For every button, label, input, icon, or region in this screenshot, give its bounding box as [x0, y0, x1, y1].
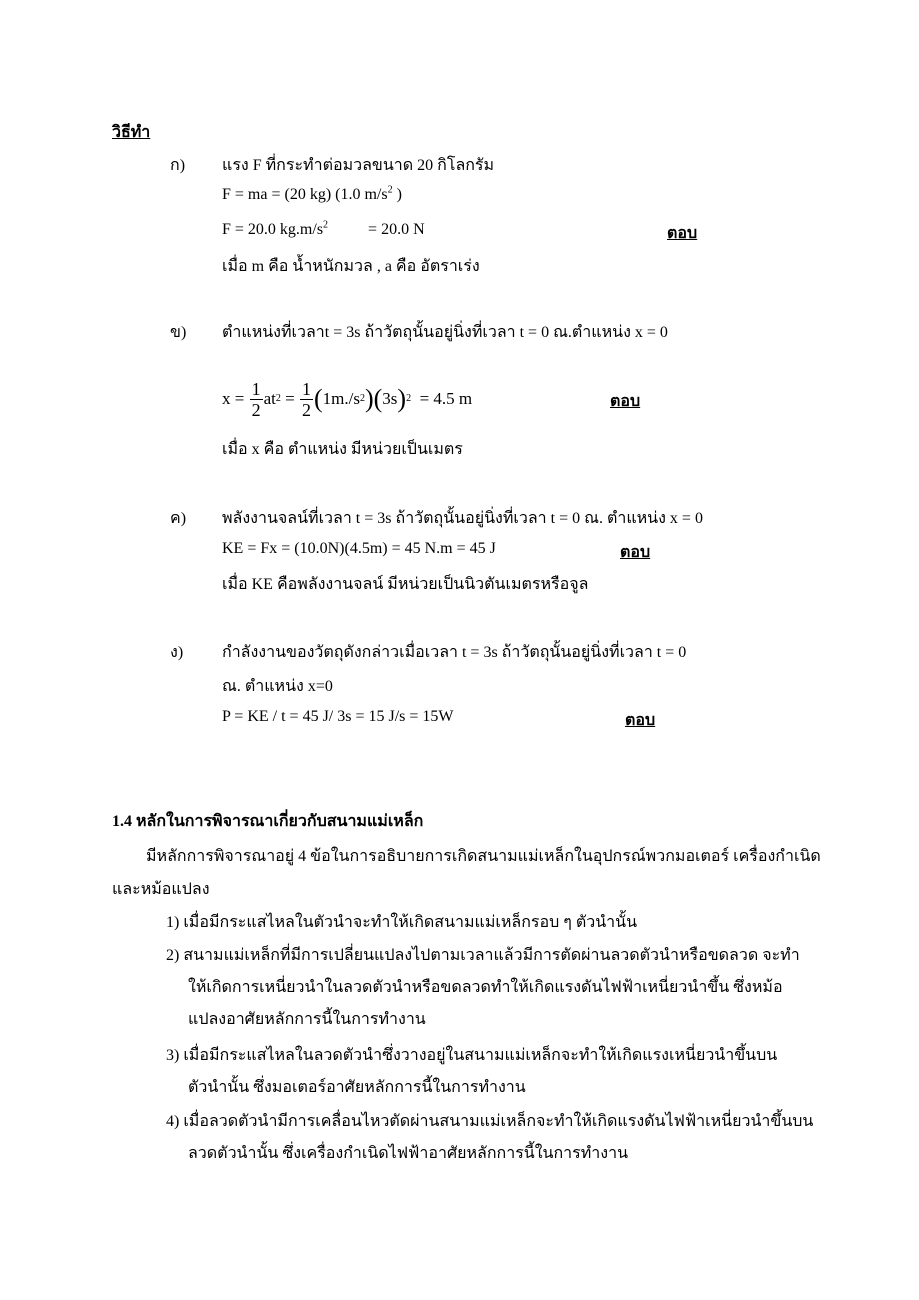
part-b-line1: ตำแหน่งที่เวลาt = 3s ถ้าวัตถุนั้นอยู่นิ่งที่เวลา t = 0 ณ.ตำแหน่ง x = 0 — [222, 324, 668, 341]
fraction-half-1: $\frac{1}{2}$ — [251, 378, 261, 420]
answer-label-c: ตอบ — [620, 544, 651, 561]
fraction-half-2: $\frac{1}{2}$ — [301, 378, 311, 420]
answer-label-b: ตอบ — [610, 393, 641, 410]
part-b-line3: เมื่อ x คือ ตำแหน่ง มีหน่วยเป็นเมตร — [222, 441, 463, 458]
part-c-line1: พลังงานจลน์ที่เวลา t = 3s ถ้าวัตถุนั้นอยู่นิ่งที่เวลา t = 0 ณ. ตำแหน่ง x = 0 — [222, 510, 703, 527]
part-b-marker: ข) — [170, 324, 187, 341]
list-item: 2) สนามแม่เหล็กที่มีการเปลี่ยนแปลงไปตามเวลาแล้วมีการตัดผ่านลวดตัวนำหรือขดลวด จะทำ ให้เกิดการเหนี่ยวนำในลวดตัวนำหรือขดลวดทำให้เกิดแรงดันไฟฟ้าเหนี่ยวนำขึ้น ซึ่งหม้อ แปลงอาศัยหลักการนี้ในการทำงาน — [166, 947, 800, 1028]
part-a-line3: F = 20.0 $kg.m/s^2 = 20.0$ N — [222, 219, 425, 238]
part-c-line2: KE = Fx = (10.0N)(4.5m) = 45 N.m = 45 J — [222, 540, 496, 557]
part-c-marker: ค) — [170, 510, 187, 527]
part-a-line4: เมื่อ m คือ น้ำหนักมวล , a คือ อัตราเร่ง — [222, 258, 480, 275]
list-item: 4) เมื่อลวดตัวนำมีการเคลื่อนไหวตัดผ่านสนามแม่เหล็กจะทำให้เกิดแรงดันไฟฟ้าเหนี่ยวนำขึ้นบน ลวดตัวนำนั้น ซึ่งเครื่องกำเนิดไฟฟ้าอาศัยหลักการนี้ในการทำงาน — [166, 1113, 814, 1162]
section-intro-line2: และหม้อแปลง — [112, 881, 210, 898]
part-a-marker: ก) — [170, 157, 186, 174]
part-a-line1: แรง F ที่กระทำต่อมวลขนาด 20 กิโลกรัม — [222, 157, 495, 174]
list-item: 1) เมื่อมีกระแสไหลในตัวนำจะทำให้เกิดสนามแม่เหล็กรอบ ๆ ตัวนำนั้น — [166, 914, 638, 931]
method-heading: วิธีทำ — [112, 124, 151, 141]
part-d-marker: ง) — [170, 644, 184, 661]
answer-label-a: ตอบ — [667, 225, 698, 242]
section-intro-line1: มีหลักการพิจารณาอยู่ 4 ข้อในการอธิบายการเกิดสนามแม่เหล็กในอุปกรณ์พวกมอเตอร์ เครื่องกำเนิด — [146, 848, 821, 865]
answer-label-d: ตอบ — [625, 712, 656, 729]
part-d-line3: P = KE / t = 45 J/ 3s = 15 J/s = 15W — [222, 708, 454, 725]
part-a-line2: F = ma = (20 kg) (1.0 $m/s^2$ ) — [222, 184, 402, 203]
section-heading: 1.4 หลักในการพิจารณาเกี่ยวกับสนามแม่เหล็ก — [112, 813, 424, 830]
part-d-line1: กำลังงานของวัตถุดังกล่าวเมื่อเวลา t = 3s ถ้าวัตถุนั้นอยู่นิ่งที่เวลา t = 0 — [222, 644, 687, 661]
part-c-line3: เมื่อ KE คือพลังงานจลน์ มีหน่วยเป็นนิวตันเมตรหรือจูล — [222, 576, 589, 593]
part-d-line2: ณ. ตำแหน่ง x=0 — [222, 678, 333, 695]
list-item: 3) เมื่อมีกระแสไหลในลวดตัวนำซึ่งวางอยู่ในสนามแม่เหล็กจะทำให้เกิดแรงเหนี่ยวนำขึ้นบน ตัวนำนั้น ซึ่งมอเตอร์อาศัยหลักการนี้ในการทำงาน — [166, 1047, 778, 1096]
part-b-equation: x = $\frac{1}{2}$ at 2 = $\frac{1}{2}$ ( 1m./s 2 ) ( 3s ) 2 = 4.5 m — [222, 378, 473, 420]
